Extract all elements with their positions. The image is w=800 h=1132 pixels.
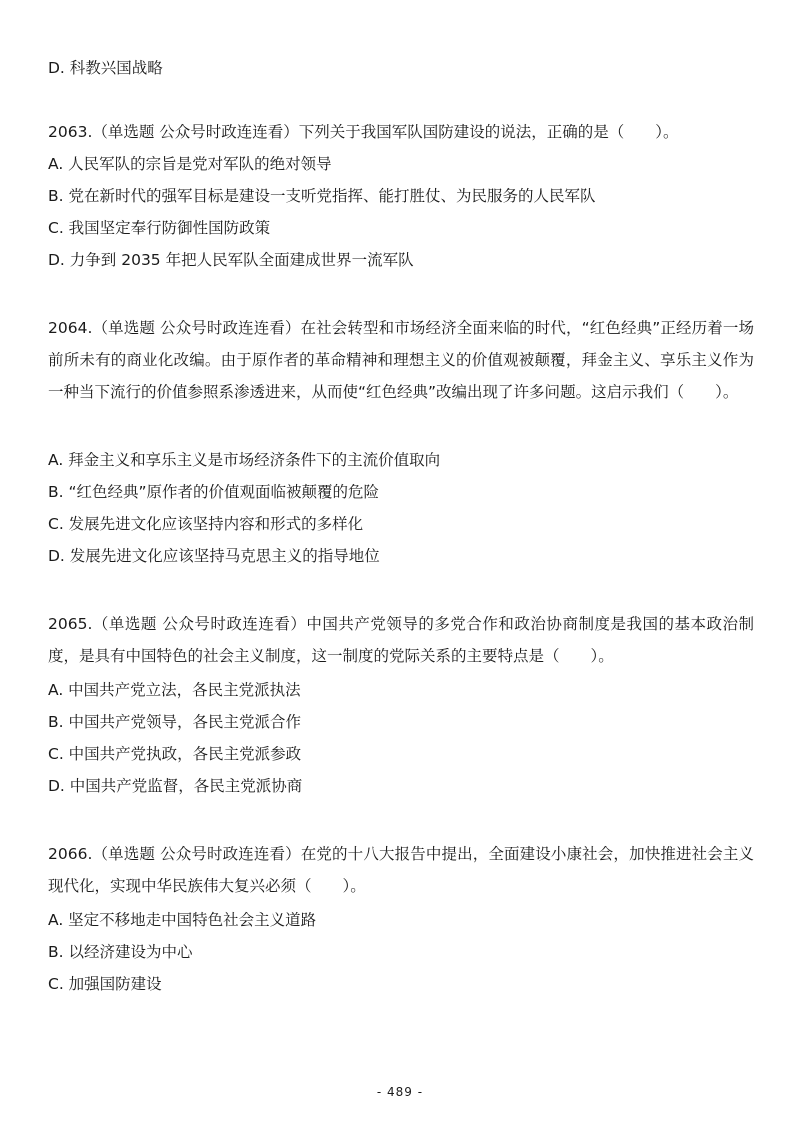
question-2065-option-a: A. 中国共产党立法，各民主党派执法 (48, 681, 301, 699)
question-2066-option-c: C. 加强国防建设 (48, 975, 162, 993)
question-2063-option-d: D. 力争到 2035 年把人民军队全面建成世界一流军队 (48, 251, 414, 269)
question-2064-option-b: B. “红色经典”原作者的价值观面临被颠覆的危险 (48, 483, 380, 501)
question-2065-option-b: B. 中国共产党领导，各民主党派合作 (48, 713, 301, 731)
question-2063-stem: 2063.（单选题 公众号时政连连看）下列关于我国军队国防建设的说法，正确的是（ ）。 (48, 123, 679, 141)
question-2066-option-a: A. 坚定不移地走中国特色社会主义道路 (48, 911, 317, 929)
question-2064-option-a: A. 拜金主义和享乐主义是市场经济条件下的主流价值取向 (48, 451, 441, 469)
question-2064-option-c: C. 发展先进文化应该坚持内容和形式的多样化 (48, 515, 364, 533)
page-number: - 489 - (376, 1085, 424, 1099)
question-2065-option-d: D. 中国共产党监督，各民主党派协商 (48, 777, 303, 795)
question-2065-option-c: C. 中国共产党执政，各民主党派参政 (48, 745, 302, 763)
question-2063-option-a: A. 人民军队的宗旨是党对军队的绝对领导 (48, 155, 332, 173)
question-2065-stem: 2065.（单选题 公众号时政连连看）中国共产党领导的多党合作和政治协商制度是我国的基本政治制度，是具有中国特色的社会主义制度，这一制度的党际关系的主要特点是（ ）。 (48, 615, 754, 665)
question-2063-option-c: C. 我国坚定奉行防御性国防政策 (48, 219, 271, 237)
question-2063-option-b: B. 党在新时代的强军目标是建设一支听党指挥、能打胜仗、为民服务的人民军队 (48, 187, 596, 205)
question-2066-stem: 2066.（单选题 公众号时政连连看）在党的十八大报告中提出，全面建设小康社会，加快推进社会主义现代化，实现中华民族伟大复兴必须（ ）。 (48, 845, 754, 895)
prev-option-d: D. 科教兴国战略 (48, 59, 163, 77)
question-2064-stem: 2064.（单选题 公众号时政连连看）在社会转型和市场经济全面来临的时代，“红色经典”正经历着一场前所未有的商业化改编。由于原作者的革命精神和理想主义的价值观被颠覆，拜金主义、享乐主义作为一种当下流行的价值参照系渗透进来，从而使“红色经典”改编出现了许多问题。这启示我们（ ）。 (48, 319, 754, 401)
question-2066-option-b: B. 以经济建设为中心 (48, 943, 193, 961)
question-2064-option-d: D. 发展先进文化应该坚持马克思主义的指导地位 (48, 547, 380, 565)
